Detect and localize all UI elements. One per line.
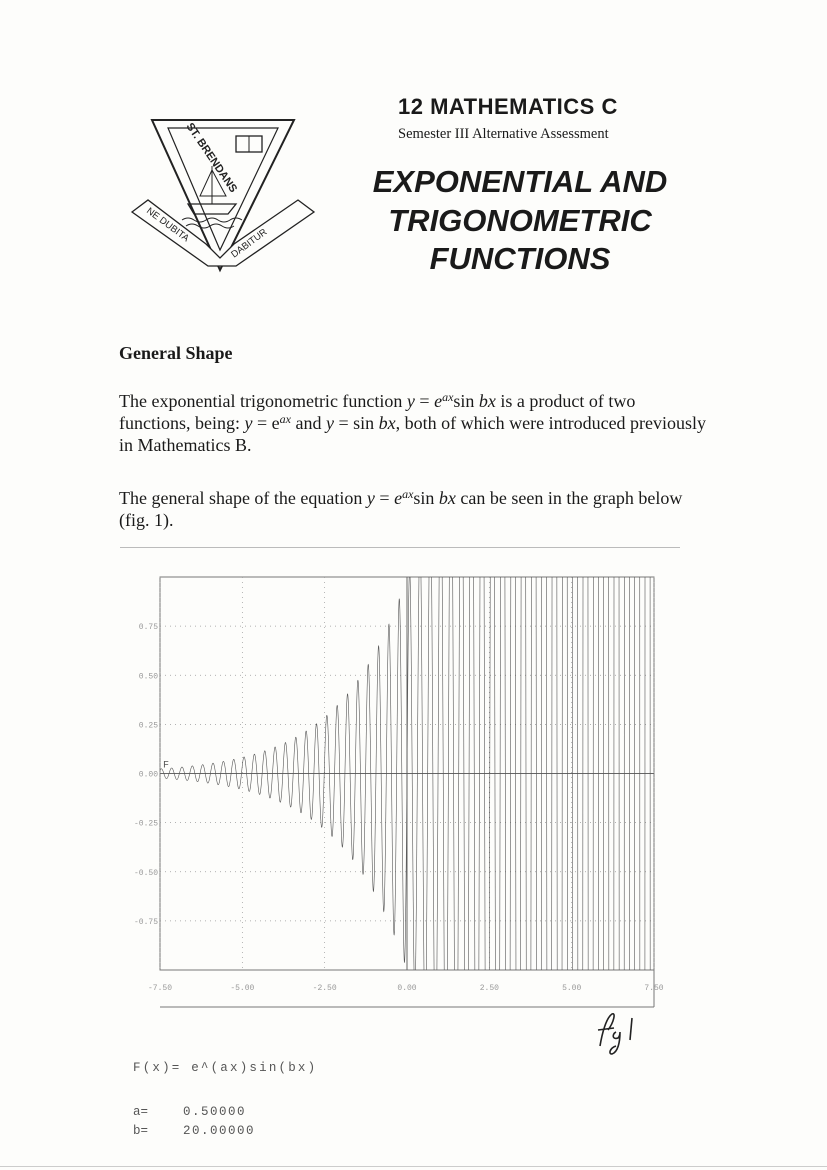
title-line-2: TRIGONOMETRIC xyxy=(388,202,652,238)
function-formula: F(x)= e^(ax)sin(bx) xyxy=(133,1061,318,1075)
param-b-label: b= xyxy=(133,1124,149,1138)
page-title xyxy=(345,163,695,279)
course-subtitle: Semester III Alternative Assessment xyxy=(398,126,609,142)
y-tick-label: 0.25 xyxy=(138,721,158,731)
crest-top-text: ST. BRENDANS xyxy=(183,120,240,195)
x-tick-label: 2.50 xyxy=(479,984,499,993)
y-tick-label: -0.75 xyxy=(133,917,158,927)
x-tick-label: -7.50 xyxy=(147,984,173,993)
param-a-label: a= xyxy=(133,1105,149,1119)
y-tick-label: -0.50 xyxy=(133,868,158,878)
y-tick-label: 0.00 xyxy=(138,770,158,780)
axis-marker: F xyxy=(163,760,170,772)
y-tick-label: -0.25 xyxy=(133,819,158,829)
x-tick-label: 5.00 xyxy=(562,984,582,993)
school-crest-logo xyxy=(128,116,324,276)
crest-motto-left: NE DUBITA xyxy=(144,205,191,245)
course-title: 12 MATHEMATICS C xyxy=(398,94,618,119)
book-icon xyxy=(236,136,262,152)
x-tick-label: 0.00 xyxy=(397,984,417,993)
x-tick-label: 7.50 xyxy=(644,984,664,993)
x-tick-label: -2.50 xyxy=(312,984,337,993)
title-line-1: EXPONENTIAL AND xyxy=(372,164,668,199)
figure-label-handwritten xyxy=(592,1008,638,1058)
title-line-3: FUNCTIONS xyxy=(429,241,611,276)
paragraph-graph-intro: The general shape of the equation $y = e^{ax}\sin$ bx can be seen in the graph below (fig. 1). xyxy=(119,487,683,530)
paragraph-intro: The exponential trigonometric function $y = e^{ax}\sin$ bx is a product of two functions, being: $y = e^{ax}$ and y = sin bx, both of which were introduced previously in Mathematics B. xyxy=(119,390,707,455)
param-b-value: 20.00000 xyxy=(183,1124,256,1138)
x-tick-label: -5.00 xyxy=(230,984,255,993)
section-heading: General Shape xyxy=(119,343,233,363)
param-a-value: 0.50000 xyxy=(183,1105,247,1119)
divider xyxy=(120,547,680,548)
y-tick-label: 0.75 xyxy=(138,623,158,633)
function-graph xyxy=(120,560,670,1010)
crest-motto-right: DABITUR xyxy=(229,226,270,261)
y-tick-label: 0.50 xyxy=(138,672,158,682)
ship-icon xyxy=(182,166,242,228)
